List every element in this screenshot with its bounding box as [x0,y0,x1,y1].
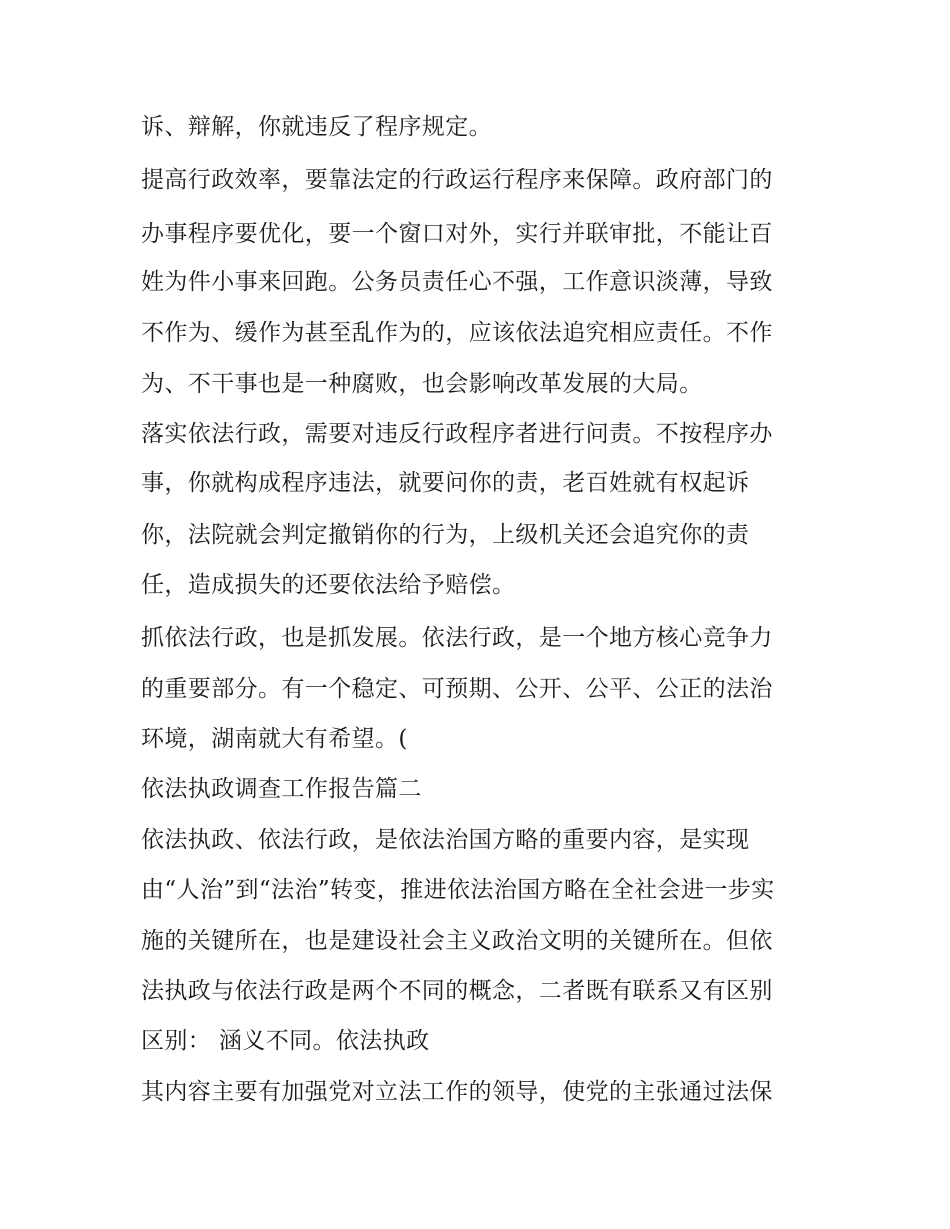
text-line: 落实依法行政，需要对违反行政程序者进行问责。不按程序办 [141,421,773,447]
text-line: 你，法院就会判定撤销你的行为，上级机关还会追究你的责 [141,522,750,548]
text-line: 提高行政效率，要靠法定的行政运行程序来保障。政府部门的 [141,167,773,193]
text-line: 事，你就构成程序违法，就要问你的责，老百姓就有权起诉 [141,470,750,496]
text-line: 法执政与依法行政是两个不同的概念，二者既有联系又有区别 [141,978,773,1004]
text-line: 诉、辩解，你就违反了程序规定。 [141,114,492,140]
text-line: 依法执政、依法行政，是依法治国方略的重要内容，是实现 [141,827,750,853]
text-line: 其内容主要有加强党对立法工作的领导，使党的主张通过法保 [141,1079,773,1105]
text-line: 由“人治”到“法治”转变，推进依法治国方略在全社会进一步实 [141,877,775,903]
text-line: 为、不干事也是一种腐败，也会影响改革发展的大局。 [141,371,703,397]
text-line: 环境，湖南就大有希望。( [141,726,408,752]
text-line: 姓为件小事来回跑。公务员责任心不强，工作意识淡薄，导致 [141,269,773,295]
text-line: 办事程序要优化，要一个窗口对外，实行并联审批，不能让百 [141,221,773,247]
section-heading: 依法执政调查工作报告篇二 [141,776,422,802]
text-line: 不作为、缓作为甚至乱作为的，应该依法追究相应责任。不作 [141,320,773,346]
text-line: 施的关键所在，也是建设社会主义政治文明的关键所在。但依 [141,928,773,954]
text-line: 任，造成损失的还要依法给予赔偿。 [141,572,516,598]
text-line: 抓依法行政，也是抓发展。依法行政，是一个地方核心竞争力 [141,625,773,651]
text-line: 的重要部分。有一个稳定、可预期、公开、公平、公正的法治 [141,676,773,702]
text-line: 区别： 涵义不同。依法执政 [141,1028,430,1054]
